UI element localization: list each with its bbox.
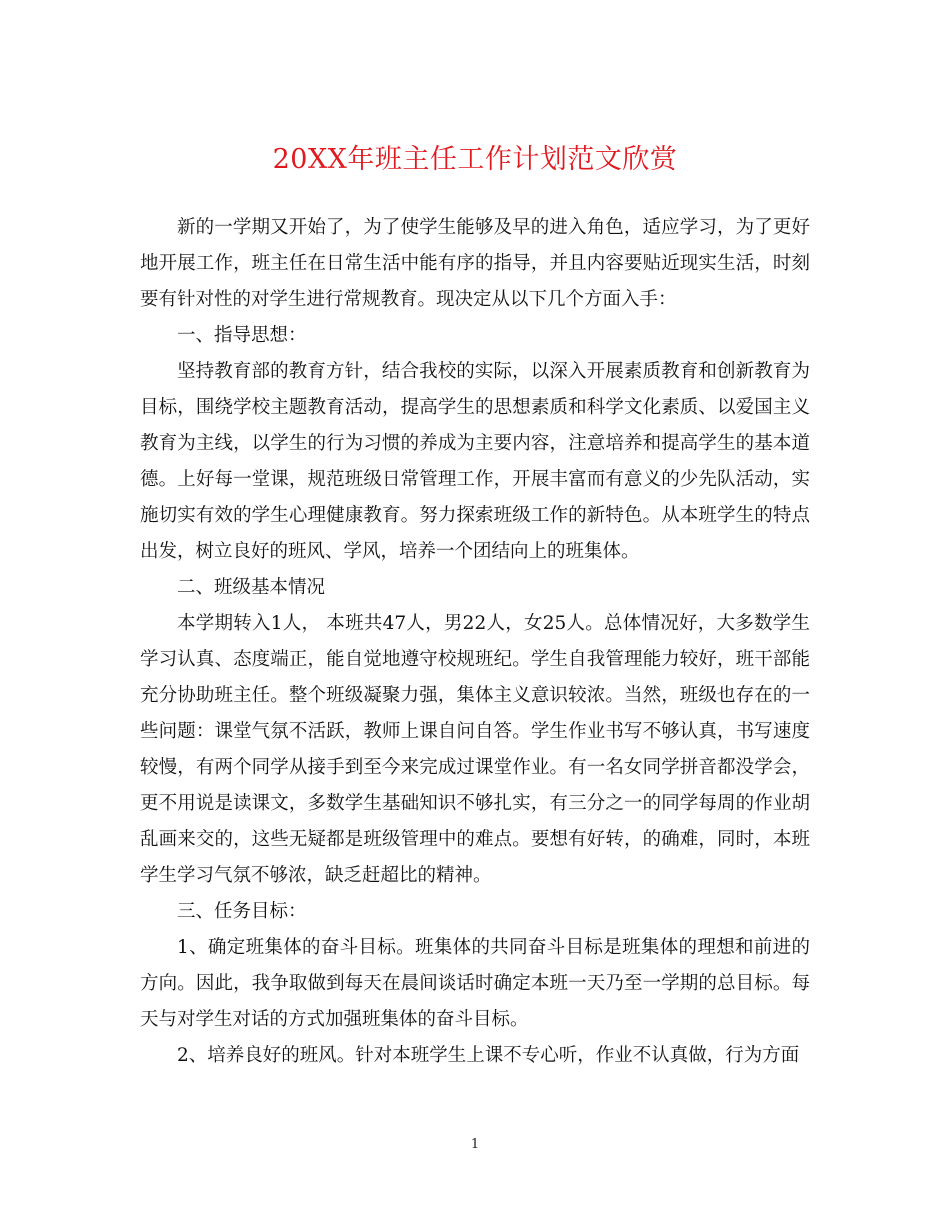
task-goal-2-paragraph: 2、培养良好的班风。针对本班学生上课不专心听，作业不认真做，行为方面 [177, 1045, 800, 1066]
task-goal-1-paragraph: 1、确定班集体的奋斗目标。班集体的共同奋斗目标是班集体的理想和前进的方向。因此，我争取做到每天在晨间谈话时确定本班一天乃至一学期的总目标。每天与对学生对话的方式加强班集体的奋斗目标。 [140, 937, 810, 1030]
section-heading-guiding-thought: 一、指导思想： [177, 325, 307, 346]
class-situation-paragraph: 本学期转入1人， 本班共47人，男22人，女25人。总体情况好，大多数学生学习认真、态度端正，能自觉地遵守校规班纪。学生自我管理能力较好，班干部能充分协助班主任。整个班级凝聚力强，集体主义意识较浓。当然，班级也存在的一些问题：课堂气氛不活跃，教师上课自问自答。学生作业书写不够认真，书写速度较慢，有两个同学从接手到至今来完成过课堂作业。有一名女同学拼音都没学会，更不用说是读课文，多数学生基础知识不够扎实，有三分之一的同学每周的作业胡乱画来交的，这些无疑都是班级管理中的难点。要想有好转，的确难，同时，本班学生学习气氛不够浓，缺乏赶超比的精神。 [140, 613, 810, 886]
section-heading-class-situation: 二、班级基本情况 [177, 577, 326, 598]
section-heading-task-goals: 三、任务目标： [177, 901, 307, 922]
document-body [140, 210, 810, 1074]
intro-paragraph: 新的一学期又开始了，为了使学生能够及早的进入角色，适应学习，为了更好地开展工作，班主任在日常生活中能有序的指导，并且内容要贴近现实生活，时刻要有针对性的对学生进行常规教育。现决定从以下几个方面入手： [140, 217, 810, 310]
page-number: 1 [470, 1137, 480, 1152]
guiding-thought-paragraph: 坚持教育部的教育方针，结合我校的实际，以深入开展素质教育和创新教育为目标，围绕学校主题教育活动，提高学生的思想素质和科学文化素质、以爱国主义教育为主线，以学生的行为习惯的养成为主要内容，注意培养和提高学生的基本道德。上好每一堂课，规范班级日常管理工作，开展丰富而有意义的少先队活动，实施切实有效的学生心理健康教育。努力探索班级工作的新特色。从本班学生的特点出发，树立良好的班风、学风，培养一个团结向上的班集体。 [140, 361, 810, 562]
document-title: 20XX年班主任工作计划范文欣赏 [272, 144, 678, 175]
